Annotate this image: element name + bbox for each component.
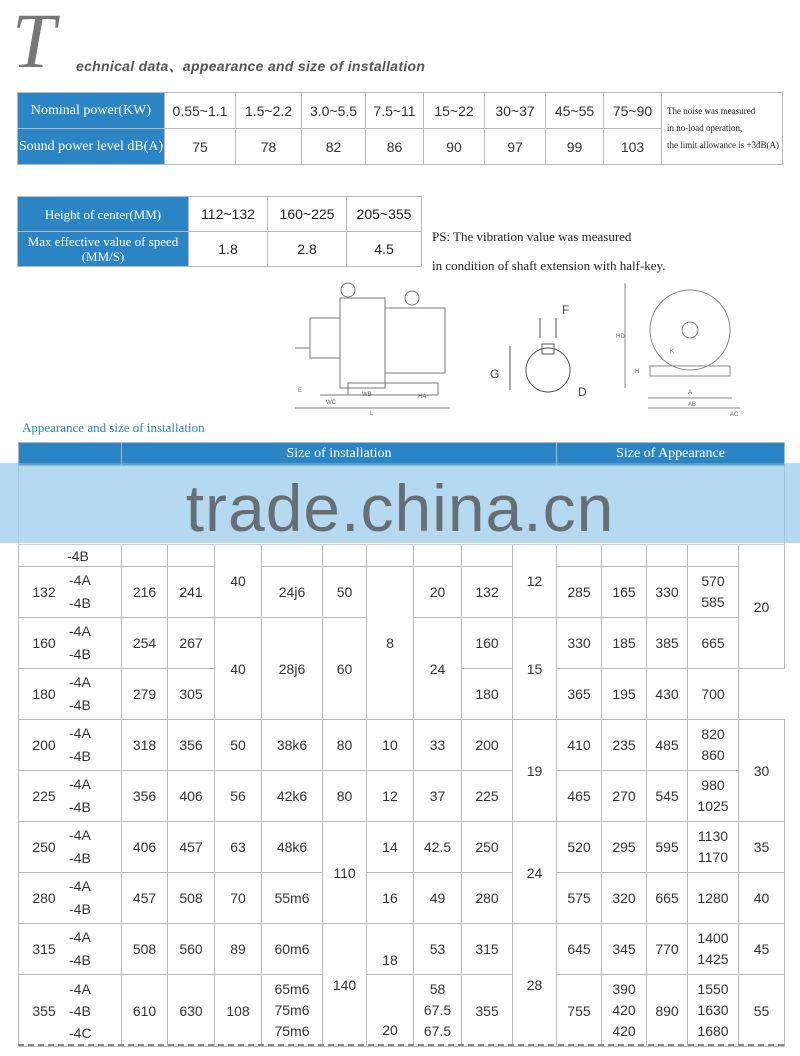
table-cell: [414, 545, 462, 567]
cell-line: 1550: [697, 981, 729, 997]
table-cell: 610: [122, 975, 168, 1047]
sound-cell: 99: [546, 129, 604, 165]
table-cell: 279: [122, 669, 168, 720]
cell-line: 67.5: [423, 1002, 452, 1018]
table-cell: 356: [122, 771, 168, 822]
table-cell: 267: [168, 618, 215, 669]
table-cell: 195: [602, 669, 647, 720]
cell-line: 75m6: [274, 1023, 310, 1039]
table-cell: 16: [367, 873, 414, 924]
model-cell: [19, 669, 122, 720]
dim-label: A: [688, 390, 693, 396]
cell-line: 1130: [697, 828, 729, 844]
model-suffix: -4A: [69, 827, 91, 843]
speed-label: Max effective value of speed (MM/S): [18, 232, 189, 267]
watermark-text: trade.china.cn: [185, 471, 615, 545]
motor-drawings: [290, 278, 760, 418]
table-cell: 270: [602, 771, 647, 822]
dim-label: HD: [616, 334, 625, 340]
table-cell: 520: [557, 822, 602, 873]
power-cell: 75~90: [604, 93, 662, 129]
table-cell: [367, 545, 414, 567]
sound-cell: 90: [424, 129, 485, 165]
table-cell: 645: [557, 924, 602, 975]
table-cell: 560: [168, 924, 215, 975]
dim-label: H: [635, 369, 640, 375]
cell-line: 1630: [697, 1002, 729, 1018]
cell-line: 860: [701, 747, 725, 763]
table-row: [19, 567, 785, 618]
table-cell: 20: [414, 567, 462, 618]
dim-label: L: [370, 411, 374, 417]
table-cell: 216: [122, 567, 168, 618]
cell-line: 585: [701, 594, 725, 610]
model-suffix: -4B: [69, 697, 91, 713]
table-cell: 55: [739, 975, 785, 1047]
model-suffix: -4A: [69, 623, 91, 639]
cell-line: 420: [612, 1002, 636, 1018]
table-cell: 55m6: [262, 873, 323, 924]
front-view-drawing: [616, 283, 740, 418]
model-cell: [19, 618, 122, 669]
table-cell: 45: [739, 924, 785, 975]
table-cell: 60: [323, 618, 367, 720]
table-cell: 12: [367, 771, 414, 822]
ps-note-line2: in condition of shaft extension with half-key.: [432, 258, 666, 273]
table-cell: 315: [462, 924, 513, 975]
table-cell: 19: [513, 720, 557, 822]
dim-label: AB: [688, 402, 697, 408]
model-suffix: -4B: [69, 748, 91, 764]
speed-cell: 2.8: [268, 232, 347, 267]
model-suffix: -4B: [69, 901, 91, 917]
table-cell: 42k6: [262, 771, 323, 822]
cell-line: 1170: [697, 849, 729, 865]
table-cell: 132: [462, 567, 513, 618]
table-cell: 465: [557, 771, 602, 822]
table-cell: 355: [462, 975, 513, 1047]
table-cell: 33: [414, 720, 462, 771]
table-cell: 508: [122, 924, 168, 975]
model-suffix: -4A: [69, 674, 91, 690]
table-cell: 80: [323, 720, 367, 771]
footer-divider: [18, 1044, 784, 1046]
table-cell: 24: [513, 822, 557, 924]
table-cell: [262, 975, 323, 1047]
cell-line: 1680: [697, 1023, 729, 1039]
table-cell: 508: [168, 873, 215, 924]
model-suffix: -4B: [69, 1002, 91, 1019]
frame-number: 250: [32, 839, 56, 855]
table-cell: 700: [688, 669, 739, 720]
sound-cell: 75: [165, 129, 236, 165]
table-cell: [602, 975, 647, 1047]
table-row: [19, 924, 785, 975]
model-suffix: -4B: [69, 595, 91, 611]
cell-line: 65m6: [274, 981, 310, 997]
table-cell: 160: [462, 618, 513, 669]
cell-line: 390: [612, 981, 636, 997]
table-cell: 345: [602, 924, 647, 975]
table-cell: 254: [122, 618, 168, 669]
model-suffix: -4B: [69, 952, 91, 968]
table-cell: 20: [367, 975, 414, 1047]
cell-line: 75m6: [274, 1002, 310, 1018]
table-cell: 318: [122, 720, 168, 771]
model-suffix: -4A: [69, 776, 91, 792]
table-cell: 30: [739, 720, 785, 822]
table-cell: 285: [557, 567, 602, 618]
sound-level-label: Sound power level dB(A): [18, 129, 165, 165]
table-cell: 330: [647, 567, 688, 618]
table-cell: 665: [647, 873, 688, 924]
table-cell: [688, 720, 739, 771]
dim-label: WB: [362, 392, 372, 398]
frame-number: 225: [32, 788, 56, 804]
dim-label: WC: [326, 400, 336, 406]
table-cell: 630: [168, 975, 215, 1047]
cell-line: 1425: [697, 951, 729, 967]
table-cell: 12: [513, 545, 557, 618]
table-cell: [414, 975, 462, 1047]
table-cell: 89: [215, 924, 262, 975]
model-suffix: -4B: [69, 646, 91, 662]
table-cell: 10: [367, 720, 414, 771]
table-cell: [602, 545, 647, 567]
power-cell: 45~55: [546, 93, 604, 129]
speed-cell: 4.5: [347, 232, 422, 267]
table-cell: [688, 975, 739, 1047]
table-cell: 385: [647, 618, 688, 669]
table-cell: 250: [462, 822, 513, 873]
power-cell: 15~22: [424, 93, 485, 129]
big-initial-letter: T: [12, 0, 56, 84]
table-cell: 48k6: [262, 822, 323, 873]
model-suffix: -4A: [69, 725, 91, 741]
sound-cell: 82: [302, 129, 366, 165]
cell-line: 1400: [697, 930, 729, 946]
table-cell: 28j6: [262, 618, 323, 720]
model-suffix: -4A: [69, 929, 91, 945]
sound-cell: 86: [366, 129, 424, 165]
table-row: [19, 822, 785, 873]
table-cell: 14: [367, 822, 414, 873]
table-cell: [688, 924, 739, 975]
power-cell: 0.55~1.1: [165, 93, 236, 129]
model-suffix: -4A: [69, 572, 91, 588]
noise-note-line: the limit allowance is +3dB(A): [667, 140, 780, 150]
table-cell: 70: [215, 873, 262, 924]
table-cell: [688, 545, 739, 567]
dim-label: E: [298, 388, 303, 394]
power-cell: 3.0~5.5: [302, 93, 366, 129]
table-cell: [647, 545, 688, 567]
model-suffix: -4A: [69, 980, 91, 997]
table-cell: 24: [414, 618, 462, 720]
table-cell: 410: [557, 720, 602, 771]
frame-number: 132: [32, 584, 56, 600]
table-cell: [323, 545, 367, 567]
sound-cell: 97: [485, 129, 546, 165]
table-cell: 330: [557, 618, 602, 669]
noise-note: [662, 93, 783, 165]
height-cell: 112~132: [189, 197, 268, 232]
cell-line: 980: [701, 777, 725, 793]
power-cell: 30~37: [485, 93, 546, 129]
table-cell: 38k6: [262, 720, 323, 771]
table-cell: 200: [462, 720, 513, 771]
dim-label: G: [490, 367, 500, 381]
dim-label: F: [562, 303, 570, 317]
model-suffix: -4B: [69, 799, 91, 815]
page-title: echnical data、appearance and size of installation: [76, 58, 426, 74]
cell-line: 820: [701, 726, 725, 742]
table-cell: 110: [323, 822, 367, 924]
table-cell: 140: [323, 924, 367, 1047]
center-height-label: Height of center(MM): [18, 197, 189, 232]
table-cell: 37: [414, 771, 462, 822]
table-cell: 457: [168, 822, 215, 873]
table-cell: 545: [647, 771, 688, 822]
table-cell: 80: [323, 771, 367, 822]
table-cell: 20: [739, 545, 785, 669]
frame-number: 200: [32, 737, 56, 753]
dim-label: D: [578, 385, 587, 399]
vibration-table: [17, 196, 422, 267]
height-cell: 160~225: [268, 197, 347, 232]
appearance-caption: Appearance and size of installation: [22, 420, 205, 435]
table-cell: 770: [647, 924, 688, 975]
frame-number: 180: [32, 686, 56, 702]
speed-cell: 1.8: [189, 232, 268, 267]
sound-cell: 103: [604, 129, 662, 165]
table-cell: 457: [122, 873, 168, 924]
frame-number: 355: [32, 1002, 56, 1019]
cell-line: 1025: [697, 798, 729, 814]
table-cell: 40: [739, 873, 785, 924]
model-cell: [19, 975, 122, 1047]
power-cell: 7.5~11: [366, 93, 424, 129]
table-cell: 485: [647, 720, 688, 771]
model-cell: [19, 873, 122, 924]
height-cell: 205~355: [347, 197, 422, 232]
model-cell: [19, 771, 122, 822]
noise-note-line: The noise was measured: [667, 106, 756, 116]
table-cell: 18: [367, 924, 414, 975]
table-cell: 40: [215, 618, 262, 720]
table-cell: 595: [647, 822, 688, 873]
table-cell: 575: [557, 873, 602, 924]
frame-number: 280: [32, 890, 56, 906]
table-cell: 60m6: [262, 924, 323, 975]
table-cell: 56: [215, 771, 262, 822]
table-cell: 35: [739, 822, 785, 873]
cell-line: 58: [429, 981, 446, 997]
table-cell: 665: [688, 618, 739, 669]
table-cell: 50: [215, 720, 262, 771]
table-cell: 235: [602, 720, 647, 771]
table-cell: 430: [647, 669, 688, 720]
noise-table: [17, 92, 783, 165]
table-cell: 165: [602, 567, 647, 618]
model-suffix: -4A: [69, 878, 91, 894]
table-cell: [688, 771, 739, 822]
table-cell: 42.5: [414, 822, 462, 873]
table-cell: [462, 545, 513, 567]
table-cell: 180: [462, 669, 513, 720]
dim-label: HA: [418, 394, 427, 400]
noise-note-line: in no-load operation,: [667, 123, 743, 133]
table-cell: 305: [168, 669, 215, 720]
table-cell: 356: [168, 720, 215, 771]
table-cell: 406: [122, 822, 168, 873]
table-row: [19, 975, 785, 1047]
frame-number: 315: [32, 941, 56, 957]
table-cell: [688, 567, 739, 618]
model-cell: [19, 567, 122, 618]
table-cell: 295: [602, 822, 647, 873]
table-row: [19, 771, 785, 822]
power-cell: 1.5~2.2: [236, 93, 302, 129]
table-cell: [168, 545, 215, 567]
model-cell: [19, 924, 122, 975]
table-cell: 320: [602, 873, 647, 924]
table-cell: 890: [647, 975, 688, 1047]
table-cell: 280: [462, 873, 513, 924]
cell-line: 67.5: [423, 1023, 452, 1039]
table-cell: 50: [323, 567, 367, 618]
table-cell: 8: [367, 567, 414, 720]
table-cell: 28: [513, 924, 557, 1047]
table-cell: 108: [215, 975, 262, 1047]
table-cell: 1280: [688, 873, 739, 924]
size-of-appearance-header: Size of Appearance: [557, 443, 785, 466]
sound-cell: 78: [236, 129, 302, 165]
table-cell: 15: [513, 618, 557, 720]
ps-note-line1: PS: The vibration value was measured: [432, 229, 632, 244]
table-cell: [688, 822, 739, 873]
table-cell: 40: [215, 545, 262, 618]
table-cell: 24j6: [262, 567, 323, 618]
table-cell: 225: [462, 771, 513, 822]
table-cell: 755: [557, 975, 602, 1047]
model-cell: -4B: [19, 545, 122, 567]
cell-line: 420: [612, 1023, 636, 1039]
model-cell: [19, 720, 122, 771]
frame-number: 160: [32, 635, 56, 651]
size-of-installation-header: Size of installation: [122, 443, 557, 466]
table-cell: 63: [215, 822, 262, 873]
table-cell: 406: [168, 771, 215, 822]
table-cell: 365: [557, 669, 602, 720]
cell-line: 570: [701, 573, 725, 589]
table-cell: [557, 545, 602, 567]
nominal-power-label: Nominal power(KW): [18, 93, 165, 129]
table-row: [19, 720, 785, 771]
table-cell: [122, 545, 168, 567]
shaft-section-drawing: [490, 303, 587, 399]
table-cell: 185: [602, 618, 647, 669]
dim-label: AC: [730, 412, 739, 418]
table-cell: [262, 545, 323, 567]
model-suffix: -4B: [69, 850, 91, 866]
table-cell: 53: [414, 924, 462, 975]
model-cell: [19, 822, 122, 873]
side-view-drawing: [295, 283, 450, 417]
model-suffix: -4C: [69, 1024, 92, 1041]
table-row: [19, 873, 785, 924]
table-cell: 49: [414, 873, 462, 924]
dim-label: K: [670, 349, 675, 355]
table-cell: 241: [168, 567, 215, 618]
